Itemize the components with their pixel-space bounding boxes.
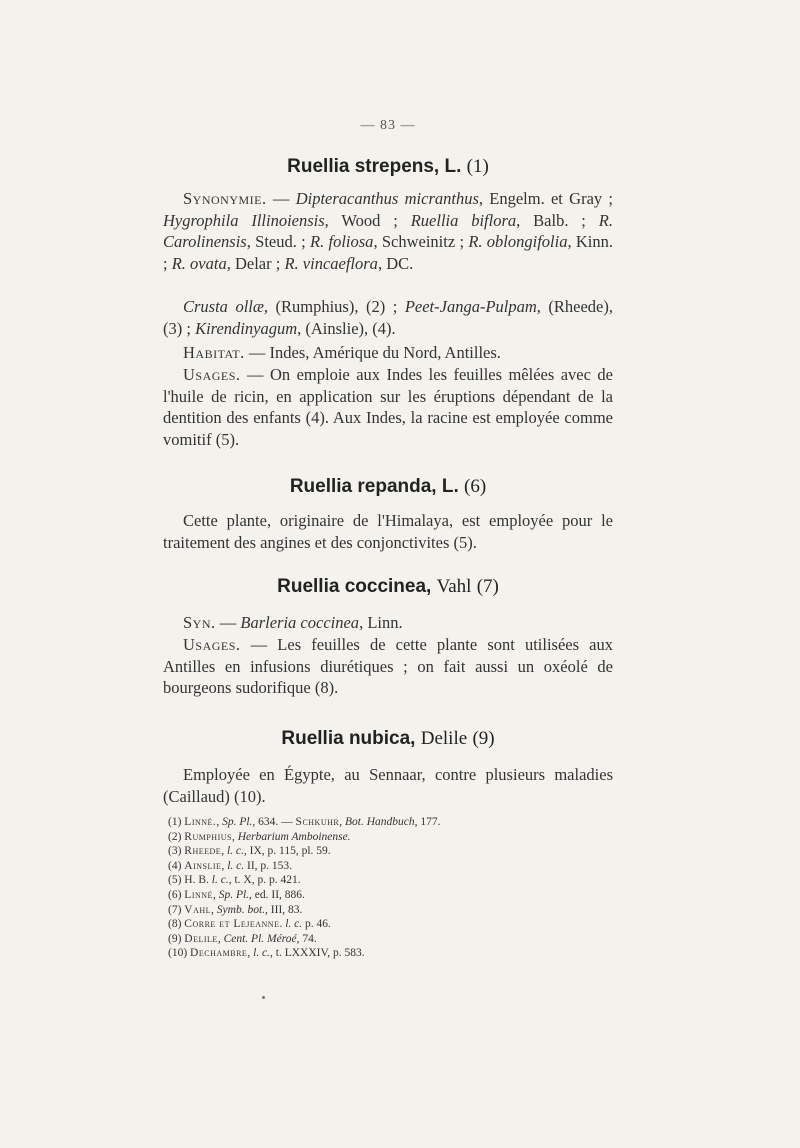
vernacular-name: Kirendinyagum	[195, 318, 298, 338]
footnote-author: Schkuhr	[295, 816, 340, 828]
footnote-number: (9)	[168, 932, 182, 945]
synonym-author: , DC.	[377, 253, 414, 273]
footnote-author: Rheede	[184, 845, 222, 858]
synonym-name: R. oblongifolia	[468, 232, 568, 252]
species-title: Ruellia strepens, L.	[287, 156, 462, 177]
nubica-paragraph	[163, 764, 613, 807]
vernacular-source: , (Rumphius), (2) ;	[263, 297, 405, 316]
synonym-author: , Steud. ;	[246, 232, 311, 252]
footnote-sep: .	[279, 918, 286, 931]
footnote-work: Bot. Handbuch	[344, 816, 415, 828]
footnote-sep: ,	[221, 859, 228, 872]
footnote-author: Ainslie	[184, 859, 222, 872]
footnote	[168, 903, 608, 918]
species-title: Ruellia nubica,	[281, 728, 416, 749]
footnote-work: Sp. Pl.	[218, 888, 250, 901]
vernacular-name: Peet-Janga-Pulpam	[404, 297, 537, 316]
footnote-number: (3)	[168, 845, 182, 858]
habitat-text: — Indes, Amérique du Nord, Antilles.	[244, 343, 501, 362]
footnote-work: Symb. bot.	[216, 903, 266, 916]
footnote	[168, 873, 608, 888]
note-ref: (9)	[472, 728, 495, 749]
footnote-author: Dechambre	[190, 947, 248, 960]
footnote-work: l. c.	[285, 918, 303, 931]
footnote-sep: ,	[221, 845, 227, 858]
footnote	[168, 946, 608, 961]
usages-label: Usages.	[183, 365, 241, 384]
footnote-number: (6)	[168, 888, 182, 901]
section-heading-coccinea	[163, 576, 613, 598]
note-ref: (7)	[476, 576, 499, 597]
synonym-name: Ruellia biflora	[410, 210, 517, 230]
footnote-author: Delile	[184, 932, 218, 945]
footnote-sep: ,	[231, 830, 238, 843]
species-title: Ruellia coccinea,	[277, 576, 432, 597]
vernacular-source: , (Ainslie), (4).	[297, 318, 396, 338]
footnote-sep: ,	[211, 903, 217, 916]
ink-speck	[262, 996, 265, 999]
section-heading-nubica	[163, 728, 613, 750]
synonym-author: , Wood ;	[324, 210, 411, 230]
footnote-ref: p. 46.	[302, 918, 331, 931]
footnote-ref: , t. LXXXIV, p. 583.	[270, 947, 365, 960]
footnote-number: (10)	[168, 947, 188, 960]
footnote-sep: ,	[217, 932, 224, 945]
footnote-ref: , III, 83.	[265, 903, 303, 916]
footnote-number: (4)	[168, 859, 182, 872]
usages-label: Usages.	[183, 635, 241, 654]
footnote-ref: , t. X, p. p. 421.	[228, 874, 301, 887]
footnote-work: Herbarium Amboinense.	[237, 830, 351, 843]
synonym-name: Dipteracanthus micranthus	[295, 189, 479, 208]
synonym-name: Barleria coccinea	[240, 613, 360, 632]
synonym-name: Hygrophila Illinoiensis	[163, 210, 325, 230]
footnote-author: Linné.	[184, 816, 217, 828]
nubica-text: Employée en Égypte, au Sennaar, contre plusieurs maladies (Caillaud) (10).	[163, 765, 613, 806]
footnote-ref: II, p. 153.	[244, 859, 293, 872]
footnote-sep: ,	[339, 816, 345, 828]
footnote	[168, 888, 608, 903]
species-author: Delile	[420, 728, 468, 749]
footnote-author: H. B.	[184, 874, 209, 887]
footnote-work: l. c.	[226, 845, 244, 858]
footnote	[168, 859, 608, 874]
coccinea-usages-paragraph	[163, 634, 613, 699]
footnote-ref: , 74.	[296, 932, 317, 945]
footnote-number: (1)	[168, 816, 182, 828]
footnote-work: l. c.	[253, 947, 270, 960]
footnote-work: l. c.	[211, 874, 229, 887]
vernacular-paragraph	[163, 296, 613, 339]
synonym-author: , Balb. ;	[516, 210, 599, 230]
page-number: — 83 —	[360, 118, 416, 133]
footnote	[168, 844, 608, 859]
synonym-author: , Linn.	[359, 613, 403, 632]
footnote-sep: ,	[212, 888, 219, 901]
footnote-author: Linné	[184, 888, 213, 901]
note-ref: (6)	[464, 476, 487, 497]
synonym-author: , Engelm. et Gray ;	[478, 189, 614, 208]
dash: —	[266, 189, 296, 208]
synonym-name: R. vincaeflora	[284, 253, 378, 273]
usages-paragraph	[163, 364, 613, 450]
synonym-name: R. ovata	[171, 253, 227, 273]
footnote-number: (2)	[168, 830, 182, 843]
footnote-author: Vahl	[184, 903, 212, 916]
footnotes	[168, 815, 608, 961]
footnote-ref: , ed. II, 886.	[249, 888, 305, 901]
footnote-number: (5)	[168, 874, 182, 887]
footnote-number: (7)	[168, 903, 182, 916]
repanda-text: Cette plante, originaire de l'Himalaya, est employée pour le traitement des angines et des conjonctivites (5).	[163, 511, 613, 552]
footnote	[168, 917, 608, 932]
footnote-number: (8)	[168, 918, 182, 931]
synonym-author: , Schweinitz ;	[373, 232, 469, 252]
footnote-work: Sp. Pl.	[222, 816, 253, 828]
vernacular-source: , (Rheede), (3) ;	[163, 297, 614, 338]
synonym-name: R. foliosa	[310, 232, 374, 252]
synonym-author: , Delar ;	[226, 253, 285, 273]
dash: —	[215, 613, 241, 632]
section-heading-strepens	[163, 156, 613, 178]
species-title: Ruellia repanda, L.	[289, 476, 459, 497]
note-ref: (1)	[466, 156, 489, 177]
footnote-ref: , IX, p. 115, pl. 59.	[243, 845, 331, 858]
section-heading-repanda	[163, 476, 613, 498]
vernacular-name: Crusta ollæ	[183, 297, 264, 316]
species-author: Vahl	[436, 576, 472, 597]
synonym-name: R. Carolinensis	[163, 210, 613, 252]
footnote-author: Corre et Lejeanne	[184, 918, 280, 931]
footnote	[168, 830, 608, 845]
habitat-paragraph	[163, 342, 613, 364]
footnote	[168, 932, 608, 947]
footnote	[168, 815, 608, 830]
footnote-sep: ,	[247, 947, 254, 960]
usages-text: — On emploie aux Indes les feuilles mêlées avec de l'huile de ricin, en application sur les éruptions dépendant de la dentition des enfants (4). Aux Indes, la racine est employée comme vomitif (5).	[163, 365, 613, 449]
synonym-label: Syn.	[183, 613, 216, 632]
synonymy-label: Synonymie.	[183, 189, 267, 208]
footnote-sep: ,	[216, 816, 223, 828]
footnote-work: Cent. Pl. Méroé	[223, 932, 297, 945]
synonymy-paragraph	[163, 188, 613, 274]
footnote-ref: , 634. —	[252, 816, 296, 828]
footnote-work: l. c.	[227, 859, 245, 872]
coccinea-synonym-paragraph	[163, 612, 613, 634]
synonym-author: , Kinn. ;	[163, 232, 614, 273]
footnote-ref: , 177.	[414, 816, 441, 828]
footnote-author: Rumphius	[184, 830, 232, 843]
habitat-label: Habitat.	[183, 343, 245, 362]
repanda-paragraph	[163, 510, 613, 553]
usages-text: — Les feuilles de cette plante sont utilisées aux Antilles en infusions diurétiques ; on fait aussi un oxéolé de bourgeons sudorifique (8).	[163, 635, 613, 698]
